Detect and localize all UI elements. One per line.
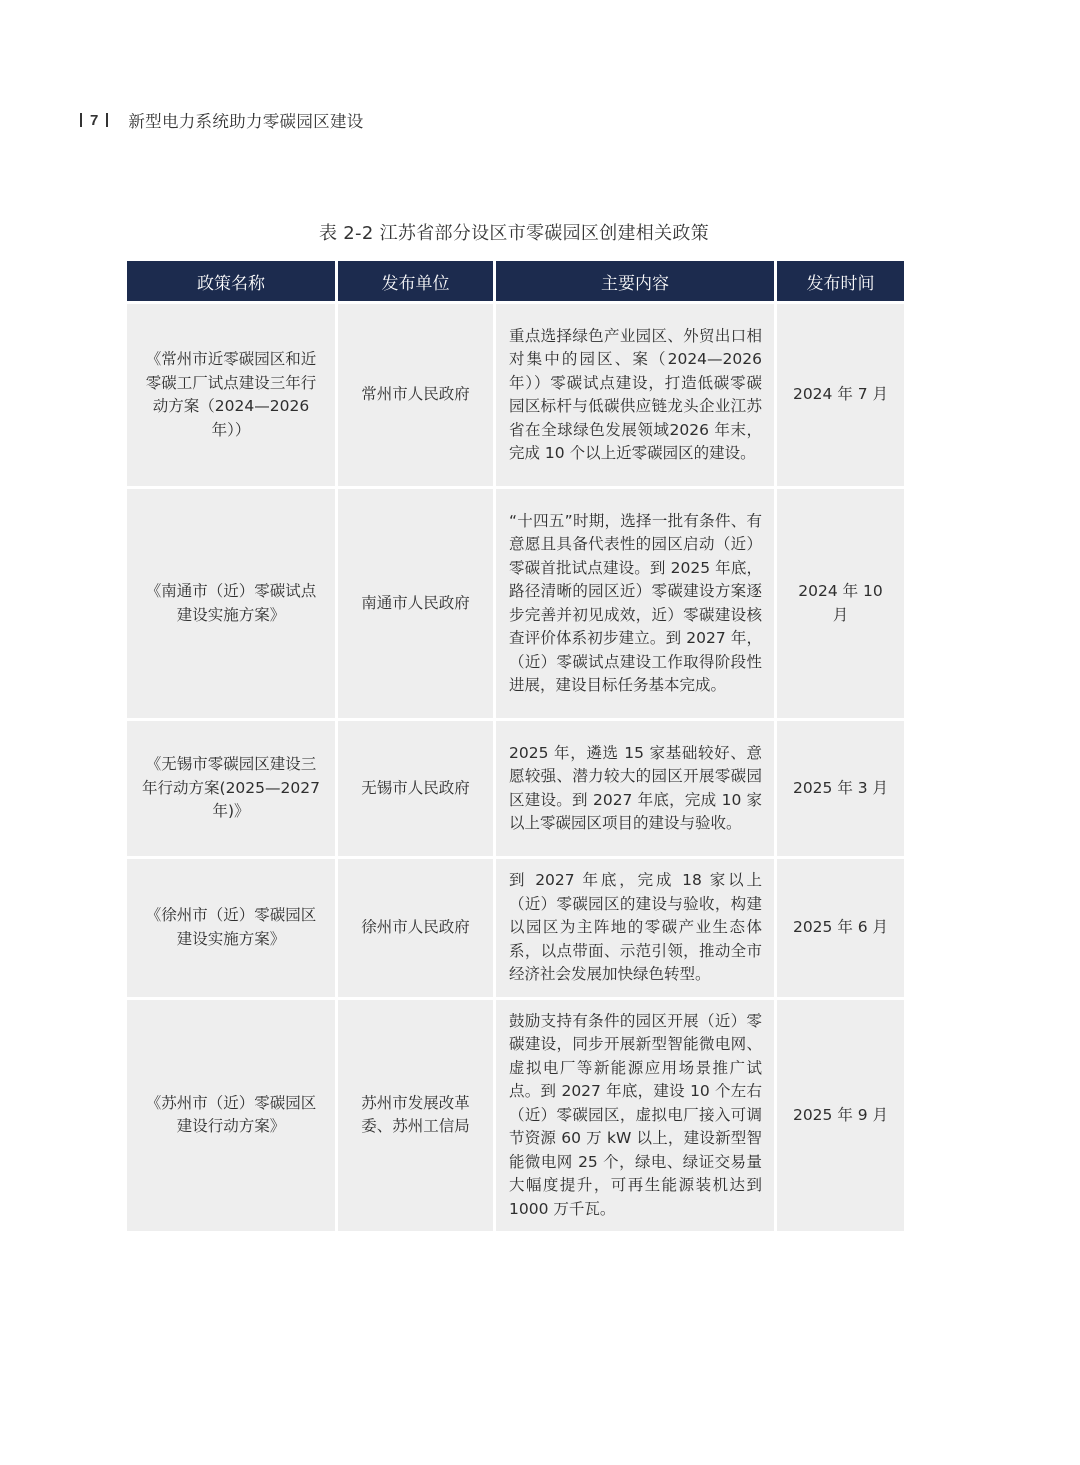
- issuer-cell: 无锡市人民政府: [338, 721, 493, 856]
- column-header-issuer: 发布单位: [338, 261, 493, 301]
- release-date-cell: 2024 年 7 月: [777, 304, 904, 486]
- header-divider: [80, 113, 82, 127]
- release-date-cell: 2024 年 10 月: [777, 489, 904, 718]
- table-row: [127, 489, 904, 718]
- table-row: [127, 304, 904, 486]
- policy-name-cell: 《南通市（近）零碳试点建设实施方案》: [127, 489, 335, 718]
- running-header: [80, 108, 364, 132]
- table-row: [127, 1000, 904, 1232]
- issuer-cell: 南通市人民政府: [338, 489, 493, 718]
- release-date-cell: 2025 年 6 月: [777, 859, 904, 997]
- policy-name-cell: 《苏州市（近）零碳园区建设行动方案》: [127, 1000, 335, 1232]
- table-row: [127, 721, 904, 856]
- header-divider: [106, 113, 108, 127]
- column-header-policy-name: 政策名称: [127, 261, 335, 301]
- main-content-cell: 到 2027 年底，完成 18 家以上（近）零碳园区的建设与验收，构建以园区为主阵地的零碳产业生态体系，以点带面、示范引领，推动全市经济社会发展加快绿色转型。: [496, 859, 774, 997]
- page-number: 7: [90, 111, 99, 129]
- table-header-row: [127, 261, 904, 301]
- issuer-cell: 常州市人民政府: [338, 304, 493, 486]
- main-content-cell: 重点选择绿色产业园区、外贸出口相对集中的园区、案（2024—2026 年））零碳试点建设，打造低碳零碳园区标杆与低碳供应链龙头企业江苏省在全球绿色发展领域2026 年末，完成 10 个以上近零碳园区的建设。: [496, 304, 774, 486]
- issuer-cell: 苏州市发展改革委、苏州工信局: [338, 1000, 493, 1232]
- main-content-cell: 2025 年，遴选 15 家基础较好、意愿较强、潜力较大的园区开展零碳园区建设。到 2027 年底，完成 10 家以上零碳园区项目的建设与验收。: [496, 721, 774, 856]
- issuer-cell: 徐州市人民政府: [338, 859, 493, 997]
- main-content-cell: 鼓励支持有条件的园区开展（近）零碳建设，同步开展新型智能微电网、虚拟电厂等新能源应用场景推广试点。到 2027 年底，建设 10 个左右（近）零碳园区，虚拟电厂接入可调节资源 60 万 kW 以上，建设新型智能微电网 25 个，绿电、绿证交易量大幅度提升，可再生能源装机达到 1000 万千瓦。: [496, 1000, 774, 1232]
- column-header-main-content: 主要内容: [496, 261, 774, 301]
- table-row: [127, 859, 904, 997]
- policy-name-cell: 《常州市近零碳园区和近零碳工厂试点建设三年行动方案（2024—2026年））: [127, 304, 335, 486]
- policy-name-cell: 《徐州市（近）零碳园区建设实施方案》: [127, 859, 335, 997]
- document-title: 新型电力系统助力零碳园区建设: [128, 112, 364, 131]
- main-content-cell: “十四五”时期，选择一批有条件、有意愿且具备代表性的园区启动（近）零碳首批试点建设。到 2025 年底，路径清晰的园区近）零碳建设方案逐步完善并初见成效，近）零碳建设核查评价体系初步建立。到 2027 年，（近）零碳试点建设工作取得阶段性进展，建设目标任务基本完成。: [496, 489, 774, 718]
- policy-table: [124, 258, 907, 1234]
- release-date-cell: 2025 年 9 月: [777, 1000, 904, 1232]
- release-date-cell: 2025 年 3 月: [777, 721, 904, 856]
- policy-name-cell: 《无锡市零碳园区建设三年行动方案(2025—2027年)》: [127, 721, 335, 856]
- column-header-release-date: 发布时间: [777, 261, 904, 301]
- table-caption: 表 2-2 江苏省部分设区市零碳园区创建相关政策: [318, 223, 710, 244]
